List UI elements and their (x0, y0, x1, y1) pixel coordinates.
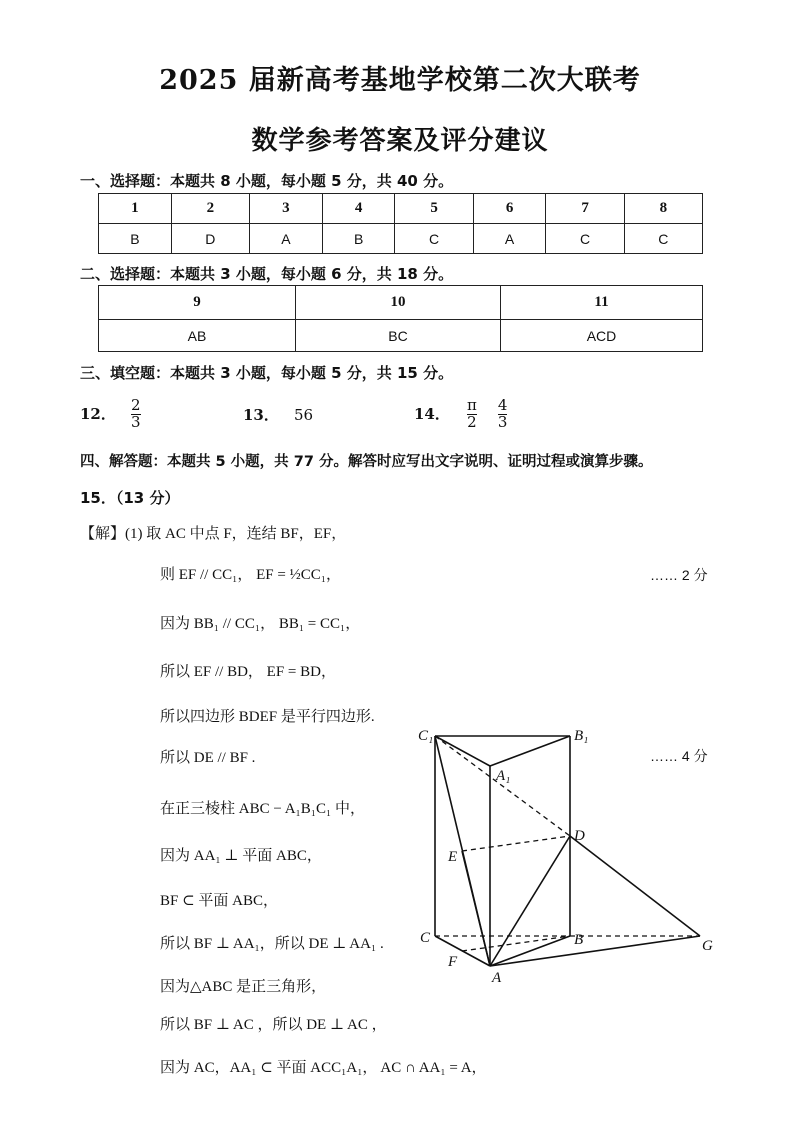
q14b-denominator: 3 (497, 412, 508, 431)
q15-line-12: 因为 AC，AA₁ ⊂ 平面 ACC₁A₁， AC ∩ AA₁ = A， (160, 1060, 487, 1076)
q13-label: 13． (243, 406, 279, 424)
label-b1: B₁ (574, 728, 589, 744)
q15-line-11: 所以 BF ⊥ AC ，所以 DE ⊥ AC ， (160, 1017, 387, 1033)
s1-ans-4: B (322, 224, 395, 254)
document-title: 2025 届新高考基地学校第二次大联考 (159, 65, 641, 96)
s1-ans-3: A (249, 224, 322, 254)
label-c1: C₁ (418, 728, 434, 744)
s1-ans-8: C (624, 224, 702, 254)
q15-line-5: 所以 DE // BF . (160, 750, 256, 766)
s1-num-2: 2 (171, 194, 249, 224)
prism-figure (400, 720, 730, 990)
line-e-a (462, 851, 490, 966)
q15-line-8: BF ⊂ 平面 ABC， (160, 893, 279, 909)
s1-ans-2: D (171, 224, 249, 254)
edge-a1-b1 (490, 736, 570, 766)
s1-num-1: 1 (99, 194, 172, 224)
q15-header: 15．（13 分） (80, 489, 180, 507)
q15-line-1: 则 EF // CC₁， EF = ½CC₁， (160, 567, 342, 583)
s1-num-3: 3 (249, 194, 322, 224)
section1-answer-table (98, 193, 703, 254)
q15-line-10: 因为△ABC 是正三角形， (160, 979, 327, 995)
q14-fraction-b (498, 398, 508, 431)
q15-line-2: 因为 BB₁ // CC₁， BB₁ = CC₁， (160, 616, 361, 632)
dashed-e-d (462, 836, 570, 851)
q14a-denominator: 2 (467, 412, 477, 431)
line-a-d (490, 836, 570, 966)
s1-num-8: 8 (624, 194, 702, 224)
label-a1: A₁ (496, 768, 511, 784)
s2-ans-10: BC (296, 320, 501, 352)
q15-line-9: 所以 BF ⊥ AA₁，所以 DE ⊥ AA₁ . (160, 936, 384, 952)
line-d-g (570, 836, 700, 936)
q14b-numerator: 4 (497, 396, 508, 414)
section2-answer-table (98, 285, 703, 352)
s1-num-5: 5 (395, 194, 473, 224)
s2-ans-9: AB (99, 320, 296, 352)
document-subtitle: 数学参考答案及评分建议 (251, 126, 549, 156)
q14-label: 14． (414, 404, 450, 423)
q15-score-2: …… 4 分 (650, 748, 708, 764)
q14a-numerator: π (466, 396, 477, 414)
q15-line-7: 因为 AA₁ ⊥ 平面 ABC， (160, 848, 322, 864)
q13-answer (243, 404, 313, 425)
label-f: F (448, 954, 458, 970)
label-a: A (492, 970, 502, 986)
s2-ans-11: ACD (501, 320, 703, 352)
q12-numerator: 2 (130, 396, 141, 414)
q13-value: 56 (293, 406, 314, 424)
q15-line-4: 所以四边形 BDEF 是平行四边形. (160, 709, 375, 725)
q14-answer (414, 398, 507, 431)
q12-denominator: 3 (130, 412, 141, 431)
q15-line-6: 在正三棱柱 ABC − A₁B₁C₁ 中， (160, 801, 366, 817)
label-e: E (448, 849, 458, 865)
q12-answer (80, 398, 141, 431)
line-a-g (490, 936, 700, 966)
edge-a-b (490, 936, 570, 966)
section4-heading: 四、解答题：本题共 5 小题，共 77 分。解答时应写出文字说明、证明过程或演算步骤。 (80, 454, 653, 470)
s1-ans-6: A (473, 224, 546, 254)
section1-heading: 一、选择题：本题共 8 小题，每小题 5 分，共 40 分。 (80, 172, 454, 190)
s1-ans-5: C (395, 224, 473, 254)
s1-ans-1: B (99, 224, 172, 254)
q12-label: 12． (80, 404, 116, 423)
s1-num-7: 7 (546, 194, 624, 224)
q14-fraction-a (467, 398, 477, 431)
q15-score-1: …… 2 分 (650, 567, 708, 583)
label-g: G (702, 938, 713, 954)
edge-c1-a1 (435, 736, 490, 766)
section2-heading: 二、选择题：本题共 3 小题，每小题 6 分，共 18 分。 (80, 265, 454, 283)
s2-num-11: 11 (501, 286, 703, 320)
s1-ans-7: C (546, 224, 624, 254)
s2-num-10: 10 (296, 286, 501, 320)
label-b: B (574, 932, 584, 948)
q12-fraction (131, 398, 141, 431)
s1-num-6: 6 (473, 194, 546, 224)
label-c: C (420, 930, 431, 946)
s1-num-4: 4 (322, 194, 395, 224)
label-d: D (574, 828, 585, 844)
dashed-f-b (462, 936, 570, 951)
q15-line-3: 所以 EF // BD， EF = BD， (160, 664, 336, 680)
q15-intro: 【解】(1) 取 AC 中点 F，连结 BF，EF， (80, 526, 347, 542)
s2-num-9: 9 (99, 286, 296, 320)
section3-heading: 三、填空题：本题共 3 小题，每小题 5 分，共 15 分。 (80, 364, 454, 382)
